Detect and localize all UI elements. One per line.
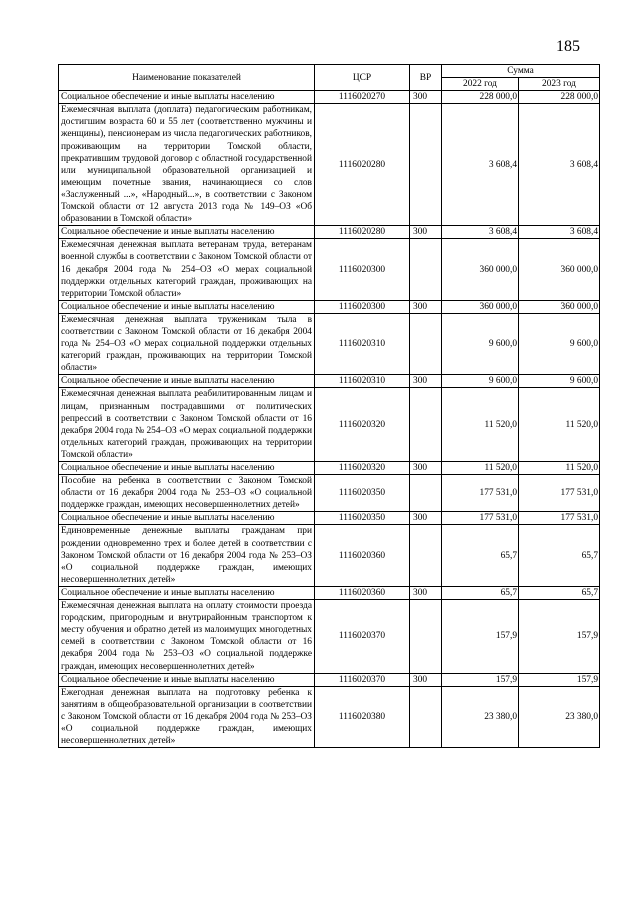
row-sum-2023: 9 600,0	[519, 313, 600, 374]
table-body	[59, 91, 600, 748]
row-vr: 300	[410, 462, 442, 475]
row-vr: 300	[410, 512, 442, 525]
row-sum-2023: 65,7	[519, 525, 600, 586]
row-name: Ежемесячная денежная выплата ветеранам труда, ветеранам военной службы в соответствии с Законом Томской области от 16 декабря 2004 года № 254–ОЗ «О мерах социальной поддержки отдельных категорий граждан, проживающих на территории Томской области»	[59, 239, 315, 300]
row-sum-2022: 360 000,0	[442, 300, 519, 313]
row-name: Единовременные денежные выплаты гражданам при рождении одновременно трех и более детей в соответствии с Законом Томской области от 16 декабря 2004 года № 253–ОЗ «О социальной поддержке граждан, имеющих несовершеннолетних детей»	[59, 525, 315, 586]
row-sum-2023: 65,7	[519, 586, 600, 599]
row-name: Социальное обеспечение и иные выплаты населению	[59, 300, 315, 313]
row-sum-2022: 157,9	[442, 600, 519, 674]
row-sum-2023: 360 000,0	[519, 300, 600, 313]
row-sum-2023: 360 000,0	[519, 239, 600, 300]
row-sum-2023: 177 531,0	[519, 512, 600, 525]
row-vr: 300	[410, 586, 442, 599]
row-name: Социальное обеспечение и иные выплаты населению	[59, 673, 315, 686]
row-sum-2022: 228 000,0	[442, 91, 519, 104]
row-csr: 1116020360	[315, 525, 410, 586]
row-name: Ежегодная денежная выплата на подготовку ребенка к занятиям в общеобразовательной организации в соответствии с Законом Томской области от 16 декабря 2004 года № 253–ОЗ «О социальной поддержке граждан, имеющих несовершеннолетних детей»	[59, 686, 315, 747]
row-csr: 1116020360	[315, 586, 410, 599]
row-vr	[410, 686, 442, 747]
row-sum-2022: 9 600,0	[442, 313, 519, 374]
row-name: Ежемесячная выплата (доплата) педагогическим работникам, достигшим возраста 60 и 55 лет (соответственно мужчины и женщины), пенсионерам из числа педагогических работников, проживающим на территории Томской области, прекратившим трудовой договор с областной государственной или муниципальной образовательной организацией и имеющим почетные звания, начинающиеся со слов «Заслуженный ...», «Народный...», в соответствии с Законом Томской области от 12 августа 2013 года № 149–ОЗ «Об образовании в Томской области»	[59, 104, 315, 226]
row-csr: 1116020320	[315, 388, 410, 462]
header-sum: Сумма	[442, 65, 600, 78]
row-name: Социальное обеспечение и иные выплаты населению	[59, 462, 315, 475]
row-name: Пособие на ребенка в соответствии с Законом Томской области от 16 декабря 2004 года № 253–ОЗ «О социальной поддержке граждан, имеющих несовершеннолетних детей»	[59, 475, 315, 512]
row-csr: 1116020280	[315, 104, 410, 226]
row-csr: 1116020300	[315, 239, 410, 300]
header-year-2023: 2023 год	[519, 78, 600, 91]
table-row	[59, 91, 600, 104]
header-year-2022: 2022 год	[442, 78, 519, 91]
row-sum-2023: 157,9	[519, 600, 600, 674]
row-sum-2022: 3 608,4	[442, 226, 519, 239]
row-csr: 1116020270	[315, 91, 410, 104]
table-row	[59, 462, 600, 475]
row-name: Социальное обеспечение и иные выплаты населению	[59, 586, 315, 599]
table-row	[59, 600, 600, 674]
row-name: Социальное обеспечение и иные выплаты населению	[59, 375, 315, 388]
row-vr: 300	[410, 300, 442, 313]
table-row	[59, 226, 600, 239]
row-sum-2023: 3 608,4	[519, 104, 600, 226]
row-sum-2022: 157,9	[442, 673, 519, 686]
table-row	[59, 673, 600, 686]
row-vr: 300	[410, 375, 442, 388]
table-row	[59, 104, 600, 226]
table-row	[59, 313, 600, 374]
header-vr: ВР	[410, 65, 442, 91]
row-vr	[410, 104, 442, 226]
row-csr: 1116020310	[315, 313, 410, 374]
header-csr: ЦСР	[315, 65, 410, 91]
row-sum-2022: 11 520,0	[442, 388, 519, 462]
row-sum-2023: 9 600,0	[519, 375, 600, 388]
table-row	[59, 586, 600, 599]
row-sum-2022: 177 531,0	[442, 512, 519, 525]
row-sum-2023: 3 608,4	[519, 226, 600, 239]
row-sum-2023: 11 520,0	[519, 462, 600, 475]
table-row	[59, 388, 600, 462]
table-row	[59, 525, 600, 586]
row-vr	[410, 475, 442, 512]
row-csr: 1116020380	[315, 686, 410, 747]
row-csr: 1116020350	[315, 512, 410, 525]
row-vr	[410, 525, 442, 586]
row-sum-2022: 360 000,0	[442, 239, 519, 300]
row-sum-2022: 3 608,4	[442, 104, 519, 226]
row-csr: 1116020310	[315, 375, 410, 388]
row-sum-2023: 228 000,0	[519, 91, 600, 104]
row-sum-2023: 11 520,0	[519, 388, 600, 462]
table-row	[59, 686, 600, 747]
row-sum-2022: 9 600,0	[442, 375, 519, 388]
row-name: Социальное обеспечение и иные выплаты населению	[59, 91, 315, 104]
row-name: Ежемесячная денежная выплата на оплату стоимости проезда городским, пригородным и внутрирайонным транспортом к месту обучения и обратно детей из малоимущих многодетных семей в соответствии с Законом Томской области от 16 декабря 2004 года № 253–ОЗ «О социальной поддержке граждан, имеющих несовершеннолетних детей»	[59, 600, 315, 674]
table-row	[59, 300, 600, 313]
row-sum-2023: 157,9	[519, 673, 600, 686]
budget-table	[58, 64, 600, 748]
row-sum-2023: 23 380,0	[519, 686, 600, 747]
table-row	[59, 512, 600, 525]
page-number: 185	[556, 38, 580, 55]
row-name: Социальное обеспечение и иные выплаты населению	[59, 512, 315, 525]
row-name: Ежемесячная денежная выплата труженикам тыла в соответствии с Законом Томской области от 16 декабря 2004 года № 254–ОЗ «О мерах социальной поддержки отдельных категорий граждан, проживающих на территории Томской области»	[59, 313, 315, 374]
row-sum-2022: 65,7	[442, 525, 519, 586]
row-sum-2023: 177 531,0	[519, 475, 600, 512]
row-sum-2022: 11 520,0	[442, 462, 519, 475]
row-csr: 1116020370	[315, 600, 410, 674]
row-sum-2022: 177 531,0	[442, 475, 519, 512]
row-sum-2022: 65,7	[442, 586, 519, 599]
table-row	[59, 239, 600, 300]
row-csr: 1116020320	[315, 462, 410, 475]
row-vr	[410, 239, 442, 300]
row-name: Социальное обеспечение и иные выплаты населению	[59, 226, 315, 239]
row-name: Ежемесячная денежная выплата реабилитированным лицам и лицам, признанным пострадавшими от политических репрессий в соответствии с Законом Томской области от 16 декабря 2004 года № 254–ОЗ «О мерах социальной поддержки отдельных категорий граждан, проживающих на территории Томской области»	[59, 388, 315, 462]
row-vr: 300	[410, 91, 442, 104]
row-vr: 300	[410, 673, 442, 686]
row-csr: 1116020350	[315, 475, 410, 512]
table-row	[59, 475, 600, 512]
row-csr: 1116020370	[315, 673, 410, 686]
row-vr	[410, 388, 442, 462]
row-vr: 300	[410, 226, 442, 239]
table-header	[59, 65, 600, 91]
row-csr: 1116020280	[315, 226, 410, 239]
row-csr: 1116020300	[315, 300, 410, 313]
row-vr	[410, 313, 442, 374]
header-name: Наименование показателей	[59, 65, 315, 91]
row-sum-2022: 23 380,0	[442, 686, 519, 747]
table-row	[59, 375, 600, 388]
row-vr	[410, 600, 442, 674]
